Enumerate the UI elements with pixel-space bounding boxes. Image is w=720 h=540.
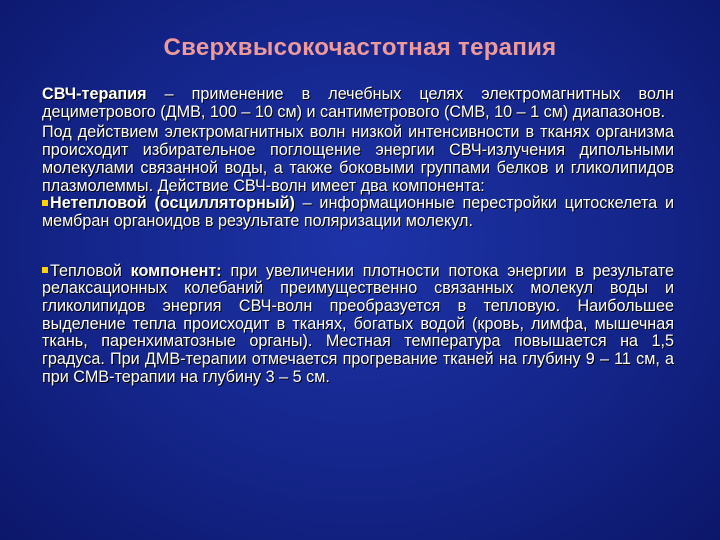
term-thermal-component: компонент: [130,261,222,280]
bullet-square-icon [42,200,48,206]
paragraph-definition [42,86,674,121]
bullet-square-icon [42,267,48,273]
thermal-lead: Тепловой [50,261,131,280]
thermal-text: при увеличении плотности потока энергии в результате релаксационных колебаний преимущественно связанных молекул воды и гликолипидов энергия СВЧ-волн преобразуется в тепловую. Наибольшее выделение тепла происходит в тканях, богатых водой (кровь, лимфа, мышечная ткань, паренхиматозные органы). Местная температура повышается на 1,5 градуса. При ДМВ-терапии отмечается прогревание тканей на глубину 9 – 11 см, а при СМВ-терапии на глубину 3 – 5 см. [42,261,674,386]
paragraph-nonthermal [42,195,674,230]
paragraph-mechanism: Под действием электромагнитных волн низкой интенсивности в тканях организма происходит избирательное поглощение энергии СВЧ-излучения дипольными молекулами связанной воды, а также боковыми группами белков и гликолипидов плазмолеммы. Действие СВЧ-волн имеет два компонента: [42,123,674,195]
definition-text: – применение в лечебных целях электромагнитных волн дециметрового (ДМВ, 100 – 10 см) и сантиметрового (СМВ, 10 – 1 см) диапазонов. [42,85,674,121]
term-nonthermal: Нетепловой (осцилляторный) [50,194,295,213]
slide-body [42,86,674,387]
paragraph-thermal [42,263,674,387]
term-svch-therapy: СВЧ-терапия [42,85,147,103]
slide-title: Сверхвысокочастотная терапия [163,34,557,61]
nonthermal-text: – информационные перестройки цитоскелета и мембран органоидов в результате поляризации молекул. [42,194,674,230]
